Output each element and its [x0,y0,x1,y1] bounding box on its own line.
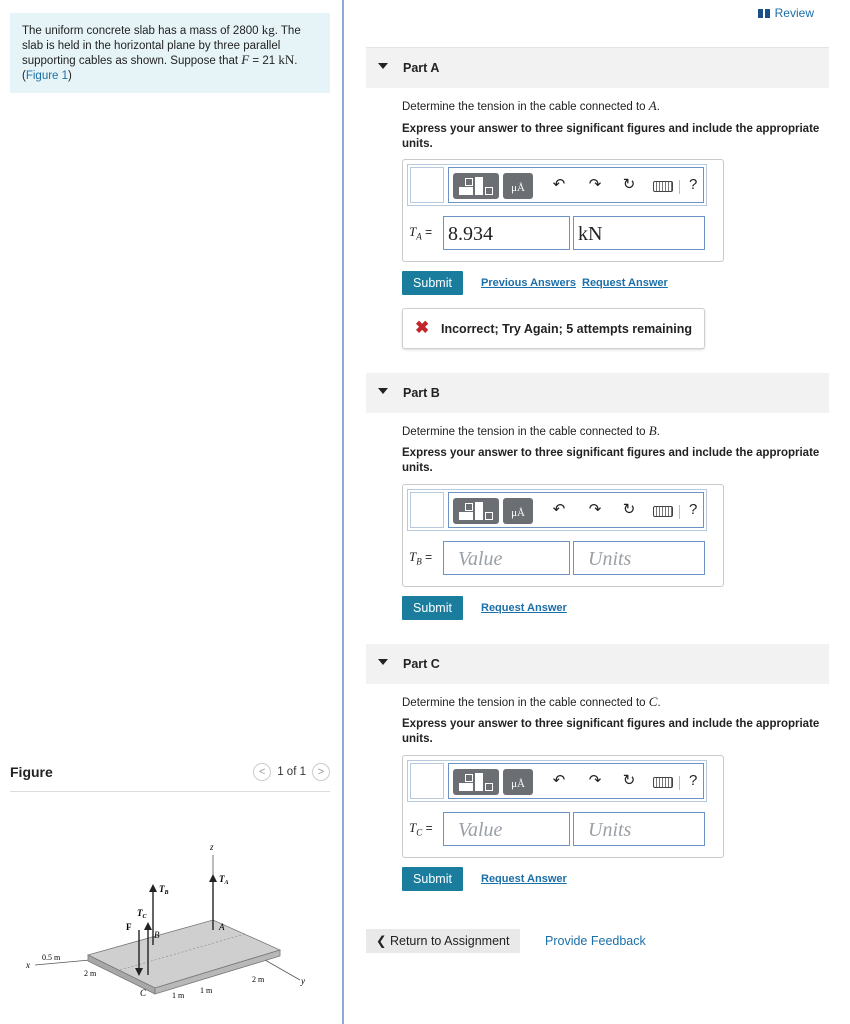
toolbar-separator [679,505,680,519]
force-f-label: F [126,922,132,932]
part-a-question [402,98,660,114]
templates-icon[interactable] [453,173,499,199]
redo-icon[interactable]: ↷ [588,501,602,518]
figure-header [10,762,330,792]
next-figure-button[interactable]: > [312,763,330,781]
part-c-question [402,694,661,710]
answer-panel [344,0,850,1024]
part-b-request-answer-link[interactable]: Request Answer [481,602,567,614]
z-axis-label: z [210,842,214,852]
part-c-request-answer-link[interactable]: Request Answer [481,873,567,885]
part-a-instruction: Express your answer to three significant figures and include the appropriate units. [402,123,820,150]
keyboard-icon[interactable] [653,181,673,192]
part-c-question-var: C [648,694,658,709]
point-a-label: A [219,922,225,932]
part-a-header[interactable] [366,48,829,88]
part-c-question-suffix: . [657,697,661,709]
math-toolbar [407,760,707,802]
force-variable: F [241,52,250,67]
point-b-label: B [154,930,160,940]
dim-1m-a: 1 m [172,991,185,1000]
figure-link-open: ( [22,69,26,82]
cable-c-arrow [144,922,152,930]
part-c-input-row [407,810,707,850]
part-a-feedback [402,308,705,349]
part-a-title: Part A [403,61,440,75]
error-x-icon: ✖ [415,318,430,337]
reset-icon[interactable]: ↻ [622,501,636,518]
part-b-answer-box [402,484,724,587]
problem-statement [10,13,330,93]
force-unit: kN [278,52,295,67]
cable-a-arrow [209,874,217,882]
figure-pager [253,763,330,781]
toolbar-buttons [448,167,704,203]
part-b-question-text: Determine the tension in the cable connected to [402,426,649,438]
keyboard-icon[interactable] [653,777,673,788]
figure-link[interactable]: Figure 1 [25,69,69,82]
y-axis-label: y [301,976,305,986]
dim-1m-b: 1 m [200,986,213,995]
help-icon[interactable]: ? [689,501,698,518]
part-b-unit-input[interactable]: Units [573,541,705,575]
part-a-answer-box [402,159,724,262]
templates-icon[interactable] [453,769,499,795]
part-a-unit-input[interactable]: kN [573,216,705,250]
figure-page-indicator: 1 of 1 [277,766,306,778]
part-b-title: Part B [403,386,440,400]
problem-text-4: . [294,55,298,67]
part-b-value-input[interactable]: Value [443,541,570,575]
toolbar-spacer [410,492,444,528]
part-b-instruction: Express your answer to three significant figures and include the appropriate units. [402,447,820,474]
problem-panel [0,0,342,1024]
y-axis [265,960,300,980]
part-a-submit-button[interactable]: Submit [402,271,463,295]
figure-title: Figure [10,764,53,780]
part-b-question-var: B [648,423,657,438]
part-b-question [402,423,660,439]
units-icon[interactable]: μÅ [503,769,533,795]
templates-icon[interactable] [453,498,499,524]
redo-icon[interactable]: ↷ [588,176,602,193]
help-icon[interactable]: ? [689,176,698,193]
keyboard-icon[interactable] [653,506,673,517]
prev-figure-button[interactable]: < [253,763,271,781]
problem-text-3: = 21 [249,55,279,67]
part-c-title: Part C [403,657,440,671]
tb-label: $T_B$ [159,884,169,896]
undo-icon[interactable]: ↶ [552,176,566,193]
undo-icon[interactable]: ↶ [552,501,566,518]
book-icon [758,9,770,18]
review-label: Review [774,6,814,20]
ta-label: $T_A$ [219,874,229,886]
reset-icon[interactable]: ↻ [622,176,636,193]
toolbar-buttons [448,763,704,799]
redo-icon[interactable]: ↷ [588,772,602,789]
toolbar-buttons [448,492,704,528]
collapse-caret-icon[interactable] [378,63,388,69]
part-a-request-answer-link[interactable]: Request Answer [582,277,668,289]
provide-feedback-link[interactable]: Provide Feedback [545,934,646,948]
mass-unit: kg [261,22,275,37]
part-a-question-var: A [648,98,657,113]
part-b-variable: $T_B$ = [409,549,433,567]
problem-text-1: The uniform concrete slab has a mass of 2800 [22,25,262,37]
toolbar-separator [679,180,680,194]
return-to-assignment-button[interactable] [366,929,520,953]
review-link[interactable] [758,6,814,20]
return-label: Return to Assignment [389,934,510,948]
part-b-submit-button[interactable]: Submit [402,596,463,620]
part-c-answer-box [402,755,724,858]
cable-b-arrow [149,884,157,892]
part-a-question-suffix: . [656,101,660,113]
toolbar-spacer [410,763,444,799]
part-a-input-row [407,214,707,254]
slab-figure [20,830,320,1010]
part-b-input-row [407,539,707,579]
figure-link-close: ) [68,69,72,82]
part-c-question-text: Determine the tension in the cable connected to [402,697,649,709]
part-c-value-input[interactable]: Value [443,812,570,846]
chevron-left-icon: ❮ [376,934,387,948]
part-c-instruction: Express your answer to three significant figures and include the appropriate units. [402,718,820,745]
dim-2m-left: 2 m [84,969,97,978]
part-b-question-suffix: . [656,426,660,438]
part-a-value-input[interactable]: 8.934 [443,216,570,250]
part-c-variable: $T_C$ = [409,820,433,838]
part-a-question-text: Determine the tension in the cable connected to [402,101,649,113]
part-c-header[interactable] [366,644,829,684]
part-c-unit-input[interactable]: Units [573,812,705,846]
dim-2m-right: 2 m [252,975,265,984]
part-a-variable: $T_A$ = [409,224,433,242]
units-icon[interactable]: μÅ [503,498,533,524]
toolbar-separator [679,776,680,790]
math-toolbar [407,164,707,206]
toolbar-spacer [410,167,444,203]
undo-icon[interactable]: ↶ [552,772,566,789]
collapse-caret-icon[interactable] [378,388,388,394]
previous-answers-link[interactable]: Previous Answers [481,277,576,289]
units-icon[interactable]: μÅ [503,173,533,199]
point-c-label: C [140,988,147,998]
collapse-caret-icon[interactable] [378,659,388,665]
help-icon[interactable]: ? [689,772,698,789]
problem-text-2: . The slab is held in the horizontal plane by three parallel supporting cables as shown. Suppose that [22,25,301,67]
x-axis-label: x [26,960,30,970]
dim-0-5m: 0.5 m [42,953,61,962]
math-toolbar [407,489,707,531]
part-b-header[interactable] [366,373,829,413]
reset-icon[interactable]: ↻ [622,772,636,789]
tc-label: $T_C$ [137,908,147,920]
part-c-submit-button[interactable]: Submit [402,867,463,891]
feedback-message: Incorrect; Try Again; 5 attempts remaining [441,322,692,336]
